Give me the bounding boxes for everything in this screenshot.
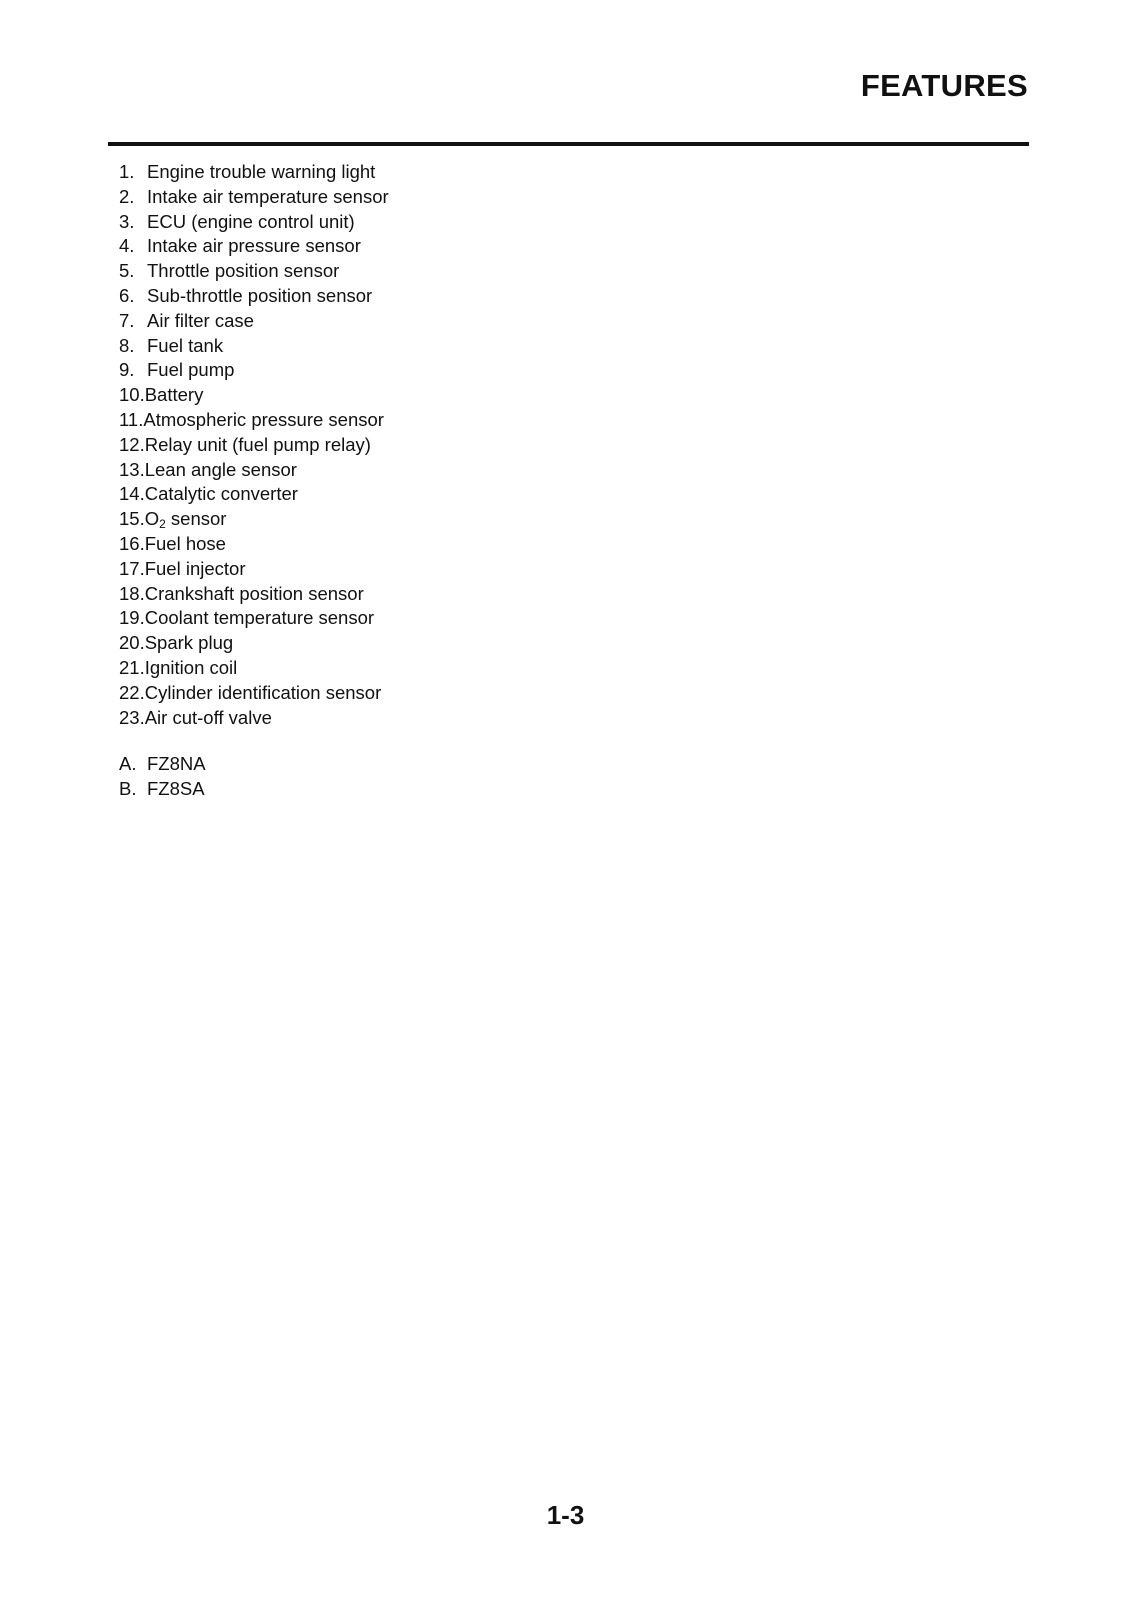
item-number: 1. bbox=[119, 161, 135, 182]
item-label: Fuel hose bbox=[144, 532, 226, 554]
item-number: 6. bbox=[119, 284, 135, 306]
page-number: 1-3 bbox=[546, 1500, 585, 1530]
item-number: 8. bbox=[119, 334, 135, 356]
list-item bbox=[119, 334, 389, 359]
item-label: Spark plug bbox=[144, 632, 234, 654]
item-label: Relay unit (fuel pump relay) bbox=[144, 433, 371, 455]
item-label: Coolant temperature sensor bbox=[144, 607, 375, 629]
item-number: 7. bbox=[119, 309, 135, 331]
list-item bbox=[119, 681, 389, 706]
list-item bbox=[119, 408, 389, 433]
page-title: FEATURES bbox=[860, 68, 1028, 103]
item-number: 2. bbox=[119, 185, 135, 207]
model-list bbox=[119, 752, 206, 802]
list-item bbox=[119, 309, 389, 334]
item-number: 9. bbox=[119, 359, 135, 381]
list-item bbox=[119, 358, 389, 383]
list-item bbox=[119, 482, 389, 507]
item-number: 11. bbox=[119, 408, 144, 430]
list-item bbox=[119, 210, 389, 235]
item-label bbox=[144, 508, 227, 532]
parts-list bbox=[119, 160, 389, 730]
item-label: ECU (engine control unit) bbox=[147, 210, 355, 232]
list-item bbox=[119, 185, 389, 210]
item-number: 23. bbox=[119, 706, 145, 728]
list-item bbox=[119, 507, 389, 532]
item-label-subscript: 2 bbox=[159, 517, 166, 532]
item-number: 13. bbox=[119, 458, 145, 480]
item-label: Ignition coil bbox=[144, 656, 238, 678]
list-item bbox=[119, 631, 389, 656]
header-rule bbox=[108, 142, 1029, 146]
item-label: Lean angle sensor bbox=[144, 458, 297, 480]
list-item bbox=[119, 284, 389, 309]
list-item bbox=[119, 458, 389, 483]
list-item bbox=[119, 259, 389, 284]
list-item bbox=[119, 656, 389, 681]
list-item bbox=[119, 606, 389, 631]
item-label-text: O bbox=[144, 508, 160, 530]
item-label: Catalytic converter bbox=[144, 483, 298, 505]
item-number: 22. bbox=[119, 681, 145, 703]
item-label: Engine trouble warning light bbox=[147, 161, 376, 182]
list-item bbox=[119, 532, 389, 557]
item-number: 19. bbox=[119, 607, 145, 629]
item-label: Throttle position sensor bbox=[147, 260, 340, 282]
item-number: 20. bbox=[119, 632, 145, 654]
item-label: Intake air pressure sensor bbox=[147, 235, 361, 257]
item-label: FZ8NA bbox=[147, 753, 206, 774]
item-number: 10. bbox=[119, 384, 145, 406]
item-number: 3. bbox=[119, 210, 135, 232]
list-item bbox=[119, 582, 389, 607]
item-letter: A. bbox=[119, 753, 137, 774]
item-label: Intake air temperature sensor bbox=[147, 185, 389, 207]
item-label: Fuel injector bbox=[144, 557, 246, 579]
item-label: FZ8SA bbox=[147, 777, 205, 799]
item-label: Air cut-off valve bbox=[144, 706, 272, 728]
list-item bbox=[119, 777, 206, 802]
item-label: Sub-throttle position sensor bbox=[147, 284, 373, 306]
item-label: Battery bbox=[144, 384, 204, 406]
item-label: Cylinder identification sensor bbox=[144, 681, 382, 703]
item-number: 17. bbox=[119, 557, 145, 579]
item-number: 12. bbox=[119, 433, 145, 455]
item-number: 18. bbox=[119, 582, 145, 604]
item-number: 4. bbox=[119, 235, 135, 257]
item-number: 14. bbox=[119, 483, 145, 505]
list-item bbox=[119, 706, 389, 731]
list-item bbox=[119, 433, 389, 458]
list-item bbox=[119, 234, 389, 259]
list-item bbox=[119, 752, 206, 777]
item-label: Fuel pump bbox=[147, 359, 235, 381]
item-number: 5. bbox=[119, 260, 135, 282]
item-label-suffix: sensor bbox=[165, 508, 227, 530]
item-letter: B. bbox=[119, 777, 137, 799]
list-item bbox=[119, 160, 389, 185]
item-label: Fuel tank bbox=[147, 334, 224, 356]
item-number: 21. bbox=[119, 656, 145, 678]
item-number: 16. bbox=[119, 532, 145, 554]
item-label: Atmospheric pressure sensor bbox=[143, 408, 384, 430]
list-item bbox=[119, 383, 389, 408]
item-number: 15. bbox=[119, 508, 145, 530]
item-label: Air filter case bbox=[147, 309, 254, 331]
list-item bbox=[119, 557, 389, 582]
item-label: Crankshaft position sensor bbox=[144, 582, 364, 604]
